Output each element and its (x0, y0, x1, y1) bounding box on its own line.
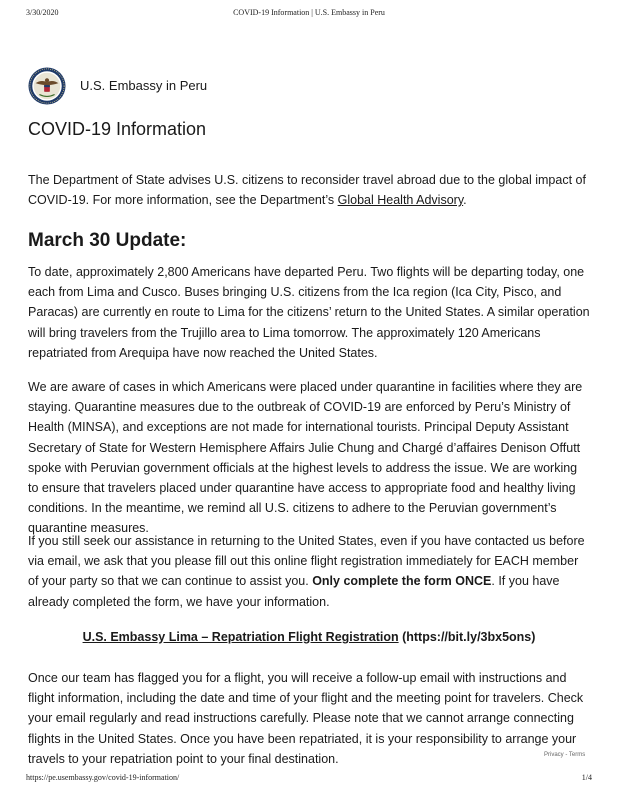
recaptcha-privacy-terms[interactable]: Privacy - Terms (544, 752, 586, 758)
page-title: COVID-19 Information (28, 119, 207, 139)
update-paragraph-2-text: We are aware of cases in which Americans were placed under quarantine in facilities where they are staying. Quarantine measures due to the outbreak of COVID-19 are enforced by Peru’s Ministry of Health (MINSA), and exceptions are not made for international tourists. Principal Deputy Assistant Secretary of State for Western Hemisphere Affairs Julie Chung and Chargé d’affaires Denison Offutt spoke with Peruvian government officials at the highest levels to address the issue. We are working to ensure that travelers placed under quarantine have access to appropriate food and healthy living conditions. In the meantime, we remind all U.S. citizens to adhere to the Peruvian government’s quarantine measures. (28, 380, 583, 536)
intro-text: The Department of State advises U.S. citizens to reconsider travel abroad due to the global impact of COVID-19. For more information, see the Department’s (28, 173, 586, 208)
intro-suffix: . (463, 193, 467, 208)
intro-paragraph (28, 170, 590, 210)
print-url: https://pe.usembassy.gov/covid-19-information/ (26, 773, 180, 782)
site-name[interactable]: U.S. Embassy in Peru (80, 78, 208, 93)
update-paragraph-4-text: Once our team has flagged you for a flight, you will receive a follow-up email with instructions and flight information, including the date and time of your flight and the meeting point for travelers. Check your email regularly and read instructions carefully. Please note that we cannot arrange connecting flights in the United States. Once you have been repatriated, it is your responsibility to arrange your travels to your repatriation point to your final destination. (28, 671, 584, 766)
update-paragraph-1-text: To date, approximately 2,800 Americans have departed Peru. Two flights will be departing today, one each from Lima and Cusco. Buses bringing U.S. citizens from the Ica region (Ica City, Pisco, and Paracas) are currently en route to Lima for the citizens’ return to the United States. A similar operation will bring travelers from the Trujillo area to Lima tomorrow. The approximately 120 Americans repatriated from Arequipa have now reached the United States. (28, 265, 590, 360)
print-date: 3/30/2020 (26, 8, 59, 17)
update-paragraph-2 (28, 377, 590, 539)
para3-text-before: If you still seek our assistance in returning to the United States, even if you have contacted us before via email, we ask that you please fill out this online flight registration immediately for EACH member of your party so that we can continue to assist you. (28, 534, 585, 589)
registration-short-url: (https://bit.ly/3bx5ons) (398, 630, 536, 644)
update-paragraph-1 (28, 262, 590, 363)
para3-bold: Only complete the form ONCE (312, 574, 492, 589)
us-state-department-seal-icon[interactable] (28, 67, 66, 105)
para3-text-after: . If you have already completed the form, we have your information. (28, 574, 560, 609)
update-paragraph-4 (28, 668, 590, 769)
global-health-advisory-link[interactable]: Global Health Advisory (337, 193, 464, 208)
print-header (26, 8, 592, 20)
registration-line (28, 627, 590, 647)
print-page-number: 1/4 (581, 773, 592, 782)
update-heading: March 30 Update: (28, 230, 187, 251)
repatriation-registration-link[interactable]: U.S. Embassy Lima – Repatriation Flight Registration (82, 630, 399, 644)
print-title: COVID-19 Information | U.S. Embassy in Peru (233, 8, 385, 17)
print-footer (26, 773, 592, 785)
update-paragraph-3 (28, 531, 590, 612)
